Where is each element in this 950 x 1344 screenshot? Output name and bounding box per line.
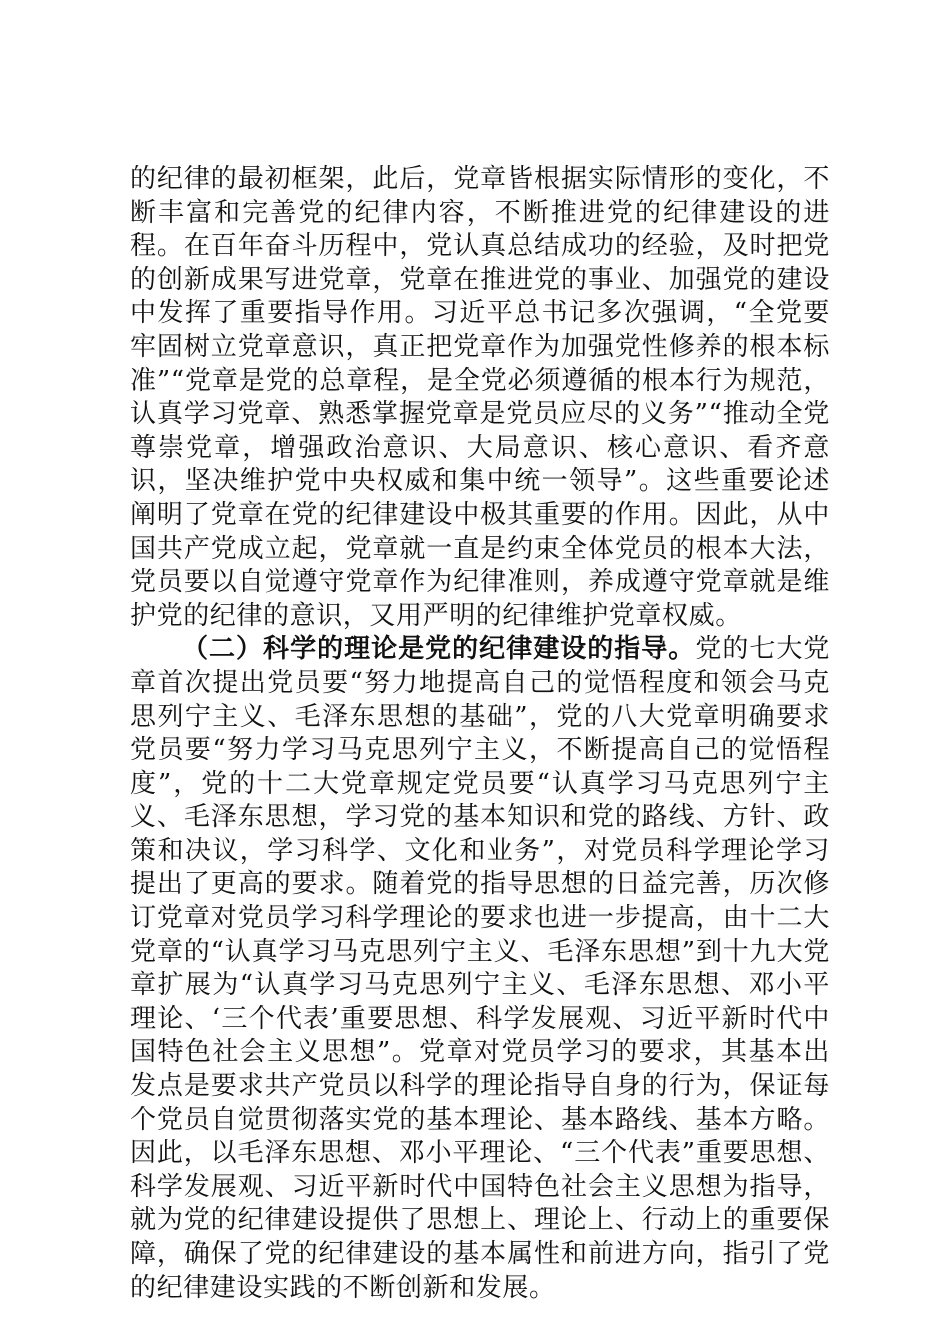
section-heading-2: （二）科学的理论是党的纪律建设的指导。	[182, 634, 696, 665]
paragraph-1: 的纪律的最初框架，此后，党章皆根据实际情形的变化，不断丰富和完善党的纪律内容，不断推进党的纪律建设的进程。在百年奋斗历程中，党认真总结成功的经验，及时把党的创新成果写进党章，党章在推进党的事业、加强党的建设中发挥了重要指导作用。习近平总书记多次强调，“全党要牢固树立党章意识，真正把党章作为加强党性修养的根本标准”“党章是党的总章程，是全党必须遵循的根本行为规范，认真学习党章、熟悉掌握党章是党员应尽的义务”“推动全党尊崇党章，增强政治意识、大局意识、核心意识、看齐意识，坚决维护党中央权威和集中统一领导”。这些重要论述阐明了党章在党的纪律建设中极其重要的作用。因此，从中国共产党成立起，党章就一直是约束全体党员的根本大法，党员要以自觉遵守党章作为纪律准则，养成遵守党章就是维护党的纪律的意识，又用严明的纪律维护党章权威。	[130, 164, 830, 631]
document-body	[130, 163, 830, 1305]
paragraph-2	[130, 633, 830, 1305]
paragraph-2-body: 党的七大党章首次提出党员要“努力地提高自己的觉悟程度和领会马克思列宁主义、毛泽东思想的基础”，党的八大党章明确要求党员要“努力学习马克思列宁主义，不断提高自己的觉悟程度”，党的十二大党章规定党员要“认真学习马克思列宁主义、毛泽东思想，学习党的基本知识和党的路线、方针、政策和决议，学习科学、文化和业务”，对党员科学理论学习提出了更高的要求。随着党的指导思想的日益完善，历次修订党章对党员学习科学理论的要求也进一步提高，由十二大党章的“认真学习马克思列宁主义、毛泽东思想”到十九大党章扩展为“认真学习马克思列宁主义、毛泽东思想、邓小平理论、‘三个代表’重要思想、科学发展观、习近平新时代中国特色社会主义思想”。党章对党员学习的要求，其基本出发点是要求共产党员以科学的理论指导自身的行为，保证每个党员自觉贯彻落实党的基本理论、基本路线、基本方略。因此，以毛泽东思想、邓小平理论、“三个代表”重要思想、科学发展观、习近平新时代中国特色社会主义思想为指导，就为党的纪律建设提供了思想上、理论上、行动上的重要保障，确保了党的纪律建设的基本属性和前进方向，指引了党的纪律建设实践的不断创新和发展。	[130, 634, 830, 1303]
